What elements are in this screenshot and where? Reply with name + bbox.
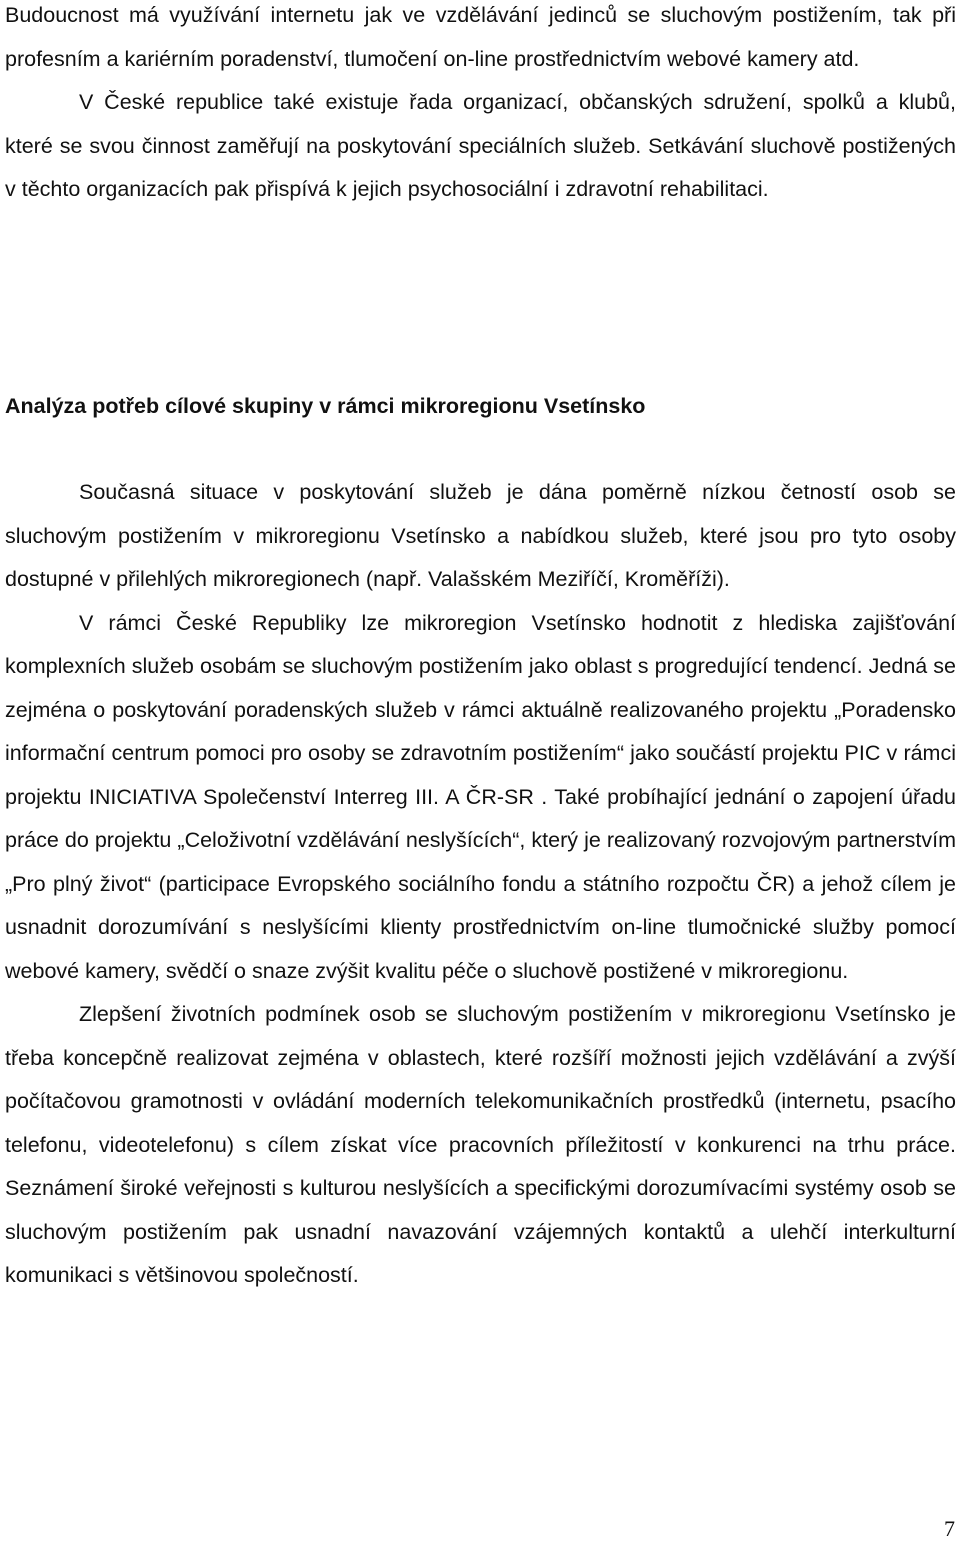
section-body (5, 471, 956, 1298)
document-page (5, 0, 956, 212)
intro-paragraph-continuation: Budoucnost má využívání internetu jak ve vzdělávání jedinců se sluchovým postižením, tak při profesním a kariérním poradenství, tlumočení on-line prostřednictvím webové kamery atd. (5, 3, 956, 71)
section-paragraph-improvement: Zlepšení životních podmínek osob se sluchovým postižením v mikroregionu Vsetínsko je třeba koncepčně realizovat zejména v oblastech, které rozšíří možnosti jejich vzdělávání a zvýší počítačovou gramotnosti v ovládání moderních telekomunikačních prostředků (internetu, psacího telefonu, videotelefonu) s cílem získat více pracovních příležitostí v konkurenci na trhu práce. Seznámení široké veřejnosti s kulturou neslyšících a specifickými dorozumívacími systémy osob se sluchovým postižením pak usnadní navazování vzájemných kontaktů a ulehčí interkulturní komunikaci s většinovou společností. (5, 1002, 956, 1287)
intro-paragraph-organizations: V České republice také existuje řada organizací, občanských sdružení, spolků a klubů, které se svou činnost zaměřují na poskytování speciálních služeb. Setkávání sluchově postižených v těchto organizacích pak přispívá k jejich psychosociální i zdravotní rehabilitaci. (5, 90, 956, 201)
page-number: 7 (944, 1516, 955, 1541)
section-paragraph-current-situation: Současná situace v poskytování služeb je dána poměrně nízkou četností osob se sluchovým postižením v mikroregionu Vsetínsko a nabídkou služeb, které jsou pro tyto osoby dostupné v přilehlých mikroregionech (např. Valašském Meziříčí, Kroměříži). (5, 480, 956, 591)
section-heading: Analýza potřeb cílové skupiny v rámci mikroregionu Vsetínsko (5, 394, 646, 418)
section-paragraph-czech-republic: V rámci České Republiky lze mikroregion Vsetínsko hodnotit z hlediska zajišťování komplexních služeb osobám se sluchovým postižením jako oblast s progredující tendencí. Jedná se zejména o poskytování poradenských služeb v rámci aktuálně realizovaného projektu „Poradensko informační centrum pomoci pro osoby se zdravotním postižením“ jako součástí projektu PIC v rámci projektu INICIATIVA Společenství Interreg III. A ČR-SR . Také probíhající jednání o zapojení úřadu práce do projektu „Celoživotní vzdělávání neslyšících“, který je realizovaný rozvojovým partnerstvím „Pro plný život“ (participace Evropského sociálního fondu a státního rozpočtu ČR) a jehož cílem je usnadnit dorozumívání s neslyšícími klienty prostřednictvím on-line tlumočnické služby pomocí webové kamery, svědčí o snaze zvýšit kvalitu péče o sluchově postižené v mikroregionu. (5, 610, 956, 983)
